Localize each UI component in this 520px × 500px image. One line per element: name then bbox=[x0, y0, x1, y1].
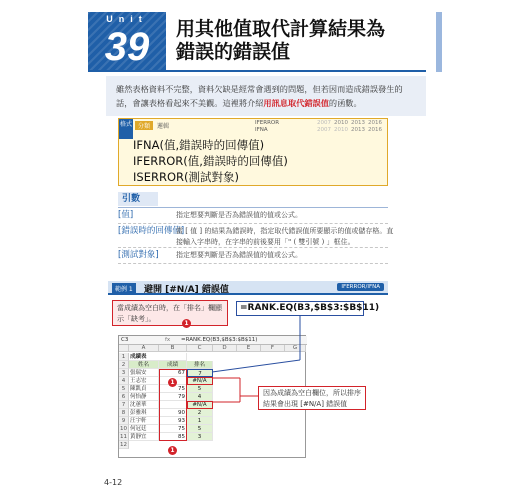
syntax-iserror: ISERROR(測試對象) bbox=[133, 170, 239, 184]
row-header: 6 bbox=[119, 393, 129, 401]
arguments-heading: 引數 bbox=[118, 192, 158, 206]
formula-bar-text: =RANK.EQ(B3,$B$3:$B$11) bbox=[181, 337, 258, 343]
row-header: 12 bbox=[120, 442, 127, 448]
step-marker: 1 bbox=[182, 319, 191, 328]
argument-desc: 指定想要判斷是否為錯誤值的值或公式。 bbox=[176, 251, 302, 259]
unit-number: 39 bbox=[104, 25, 150, 69]
rank-cell: #N/A bbox=[187, 377, 213, 385]
column-header: F bbox=[261, 345, 285, 352]
column-header: C bbox=[187, 345, 213, 352]
step-marker: 1 bbox=[168, 378, 177, 387]
rank-cell: 2 bbox=[187, 409, 213, 417]
name-cell: 陳凱貞 bbox=[129, 385, 159, 393]
side-tab bbox=[436, 12, 442, 72]
argument-desc: 當 [ 值 ] 的結果為錯誤時，指定取代錯誤值所要顯示的值或儲存格。直接輸入字串時，在字串的前後要用「" ( 雙引號 ) 」框住。 bbox=[176, 227, 394, 246]
row-header: 11 bbox=[120, 434, 127, 440]
score-cell: 75 bbox=[159, 385, 187, 393]
intro-text-1: 雖然表格資料不完整，資料欠缺是經常會遇到的問題，但若因而造成錯誤發生的話，會讓表格看起來不美觀。這裡將介紹 bbox=[116, 84, 403, 108]
score-cell: 85 bbox=[159, 433, 187, 441]
score-cell: 79 bbox=[159, 393, 187, 401]
rank-cell: 5 bbox=[187, 425, 213, 433]
corner-cell bbox=[119, 345, 129, 352]
func-name-1: IFERROR bbox=[255, 120, 280, 126]
format-box bbox=[118, 118, 388, 186]
argument-key: [值] bbox=[118, 210, 134, 220]
header-rule bbox=[88, 70, 426, 72]
name-cell: 張瑞安 bbox=[129, 369, 159, 377]
format-syntax bbox=[133, 137, 288, 185]
score-cell: 67 bbox=[159, 369, 187, 377]
category-label: 分類 bbox=[135, 121, 153, 130]
intro-paragraph bbox=[106, 76, 426, 116]
argument-desc: 指定想要判斷是否為錯誤值的值或公式。 bbox=[176, 211, 302, 219]
version-2010: 2010 bbox=[334, 120, 348, 126]
header-cell-score: 成績 bbox=[159, 361, 187, 369]
divider bbox=[118, 247, 388, 248]
name-cell: 彭雅琪 bbox=[129, 409, 159, 417]
sheet-title-cell: 成績表 bbox=[129, 353, 187, 361]
name-cell: 王志宏 bbox=[129, 377, 159, 385]
name-cell: 何怡靜 bbox=[129, 393, 159, 401]
function-names bbox=[255, 120, 279, 134]
rank-cell: 1 bbox=[187, 417, 213, 425]
category-value: 邏輯 bbox=[157, 123, 170, 130]
score-cell: 75 bbox=[159, 425, 187, 433]
intro-text-2: 的函數。 bbox=[328, 98, 362, 108]
row-header: 3 bbox=[119, 369, 129, 377]
name-cell: 黃靜宜 bbox=[129, 433, 159, 441]
formula-callout: =RANK.EQ(B3,$B$3:$B$11) bbox=[236, 301, 364, 316]
version-2013-b: 2013 bbox=[351, 127, 365, 133]
title-line-1: 用其他值取代計算結果為 bbox=[176, 18, 386, 40]
page-number: 4-12 bbox=[104, 478, 123, 487]
rank-cell: 5 bbox=[187, 385, 213, 393]
name-box: C3 bbox=[121, 337, 129, 343]
column-header: G bbox=[285, 345, 306, 352]
argument-key: [錯誤時的回傳值] bbox=[118, 226, 185, 236]
error-explanation-note: 因為成績為空白欄位，所以排序結果會出現 [#N/A] 錯誤值 bbox=[258, 386, 366, 410]
row-header: 10 bbox=[120, 426, 127, 432]
name-cell: 沈蕙華 bbox=[129, 401, 159, 409]
rank-cell: 4 bbox=[187, 393, 213, 401]
column-header: B bbox=[159, 345, 187, 352]
version-2007: 2007 bbox=[317, 120, 331, 126]
column-header: E bbox=[237, 345, 261, 352]
na-highlight bbox=[187, 377, 213, 385]
row-header: 1 bbox=[119, 353, 129, 361]
rank-cell-selected: 7 bbox=[187, 369, 213, 377]
version-2016: 2016 bbox=[368, 120, 382, 126]
score-cell: 90 bbox=[159, 409, 187, 417]
format-category bbox=[135, 121, 173, 130]
header-cell-name: 姓名 bbox=[129, 361, 159, 369]
column-header: D bbox=[213, 345, 237, 352]
version-2007-b: 2007 bbox=[317, 127, 331, 133]
column-header: A bbox=[129, 345, 159, 352]
version-2016-b: 2016 bbox=[368, 127, 382, 133]
row-header: 2 bbox=[119, 361, 129, 369]
step-marker: 1 bbox=[168, 446, 177, 455]
page-title bbox=[176, 18, 426, 64]
header-cell-rank: 排名 bbox=[187, 361, 213, 369]
unit-label: Unit bbox=[106, 14, 148, 24]
intro-highlight: 用訊息取代錯誤值 bbox=[263, 98, 329, 108]
arguments-rule bbox=[118, 207, 388, 208]
example-header bbox=[108, 281, 388, 295]
fx-icon: fx bbox=[165, 337, 171, 343]
example-note: 當成績為空白時，在「排名」欄顯示「缺考」。 bbox=[112, 300, 228, 326]
rank-cell: 3 bbox=[187, 433, 213, 441]
row-header: 8 bbox=[119, 409, 129, 417]
version-2010-b: 2010 bbox=[334, 127, 348, 133]
versions bbox=[317, 120, 385, 134]
rank-cell: #N/A bbox=[187, 401, 213, 409]
title-line-2: 錯誤的錯誤值 bbox=[176, 41, 291, 63]
row-header: 5 bbox=[119, 385, 129, 393]
name-cell: 汪宇軒 bbox=[129, 417, 159, 425]
func-name-2: IFNA bbox=[255, 127, 268, 133]
unit-badge bbox=[88, 12, 166, 70]
argument-key: [測試對象] bbox=[118, 250, 159, 260]
example-function-tag: IFERROR/IFNA bbox=[337, 283, 384, 291]
score-cell: 93 bbox=[159, 417, 187, 425]
na-highlight bbox=[187, 401, 213, 409]
name-cell: 何冠廷 bbox=[129, 425, 159, 433]
example-badge: 範例 1 bbox=[112, 283, 136, 294]
formula-bar bbox=[119, 336, 307, 345]
row-header: 4 bbox=[119, 377, 129, 385]
example-title: 避開 [#N/A] 錯誤值 bbox=[144, 285, 229, 295]
divider bbox=[118, 263, 388, 264]
syntax-ifna: IFNA(值,錯誤時的回傳值) bbox=[133, 138, 265, 152]
row-header: 9 bbox=[119, 417, 129, 425]
row-header: 7 bbox=[119, 401, 129, 409]
version-2013: 2013 bbox=[351, 120, 365, 126]
format-tag: 格式 bbox=[119, 119, 133, 139]
divider bbox=[118, 223, 388, 224]
syntax-iferror: IFERROR(值,錯誤時的回傳值) bbox=[133, 154, 288, 168]
